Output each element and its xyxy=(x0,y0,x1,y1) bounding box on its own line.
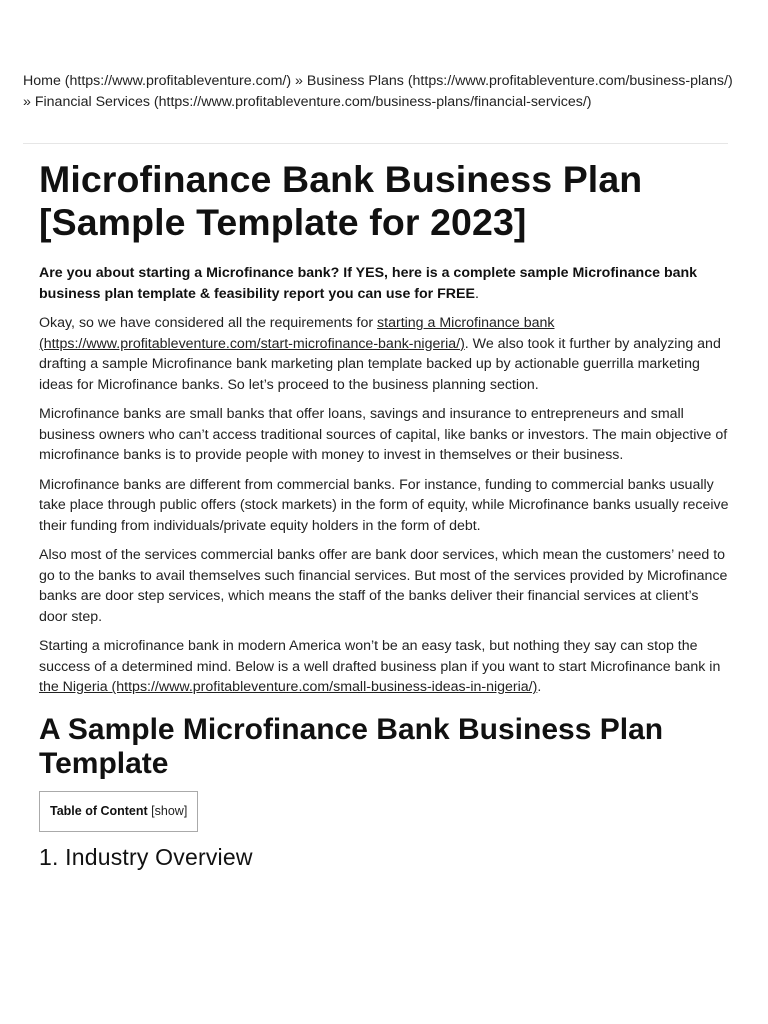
paragraph-text: . We also took it further by analyzing and drafting a sample Microfinance bank marketing plan template backed up by actionable guerrilla marketing ideas for Microfinance banks. So let’s proceed to the business planning section. xyxy=(39,335,721,393)
table-of-contents xyxy=(39,791,198,832)
lead-period: . xyxy=(474,285,479,302)
paragraph-text: Okay, so we have considered all the requirements for xyxy=(39,315,378,331)
breadcrumb-separator: » xyxy=(23,93,35,110)
lead-paragraph xyxy=(39,263,729,304)
page-title: Microfinance Bank Business Plan [Sample Template for 2023] xyxy=(39,158,643,243)
breadcrumb-financial-services-link[interactable]: Financial Services (https://www.profitableventure.com/business-plans/financial-services/) xyxy=(34,93,592,110)
paragraph-intro xyxy=(39,313,729,395)
paragraph-definition: Microfinance banks are small banks that offer loans, savings and insurance to entrepreneurs and small business owners who can’t access traditional sources of capital, like banks or investors. The main objective of microfinance banks is to provide people with money to invest in themselves or their business. xyxy=(39,406,728,463)
breadcrumb xyxy=(23,71,733,112)
toc-title: Table of Content xyxy=(50,803,148,818)
toc-show-toggle[interactable]: [show] xyxy=(151,803,188,818)
breadcrumb-business-plans-link[interactable]: Business Plans (https://www.profitableventure.com/business-plans/) xyxy=(306,73,733,89)
paragraph-text: Starting a microfinance bank in modern America won’t be an easy task, but nothing they say can stop the success of a determined mind. Below is a well drafted business plan if you want to start Microfinance bank in xyxy=(39,638,721,675)
lead-text: Are you about starting a Microfinance bank? If YES, here is a complete sample Microfinance bank business plan template & feasibility report you can use for FREE xyxy=(39,265,698,302)
paragraph-services: Also most of the services commercial banks offer are bank door services, which mean the customers’ need to go to the banks to avail themselves such financial services. But most of the services provided by Microfinance banks are door step services, which means the staff of the banks deliver their financial services at client’s door step. xyxy=(39,547,728,625)
paragraph-starting xyxy=(39,636,729,698)
article xyxy=(39,158,729,871)
paragraph-text: . xyxy=(537,679,542,695)
paragraph-differences: Microfinance banks are different from commercial banks. For instance, funding to commercial banks usually take place through public offers (stock markets) in the form of equity, while Microfinance banks usually receive their funding from individuals/private equity holders in the form of debt. xyxy=(39,476,729,534)
section-heading: A Sample Microfinance Bank Business Plan Template xyxy=(39,712,664,780)
starting-microfinance-bank-link[interactable]: starting a Microfinance bank (https://www.profitableventure.com/start-microfinance-bank-nigeria/) xyxy=(39,315,555,352)
nigeria-link[interactable]: the Nigeria (https://www.profitableventure.com/small-business-ideas-in-nigeria/) xyxy=(39,679,538,695)
breadcrumb-separator: » xyxy=(291,73,307,89)
breadcrumb-home-link[interactable]: Home (https://www.profitableventure.com/) xyxy=(23,73,292,89)
subsection-heading: 1. Industry Overview xyxy=(39,843,253,870)
breadcrumb-divider xyxy=(23,143,728,144)
